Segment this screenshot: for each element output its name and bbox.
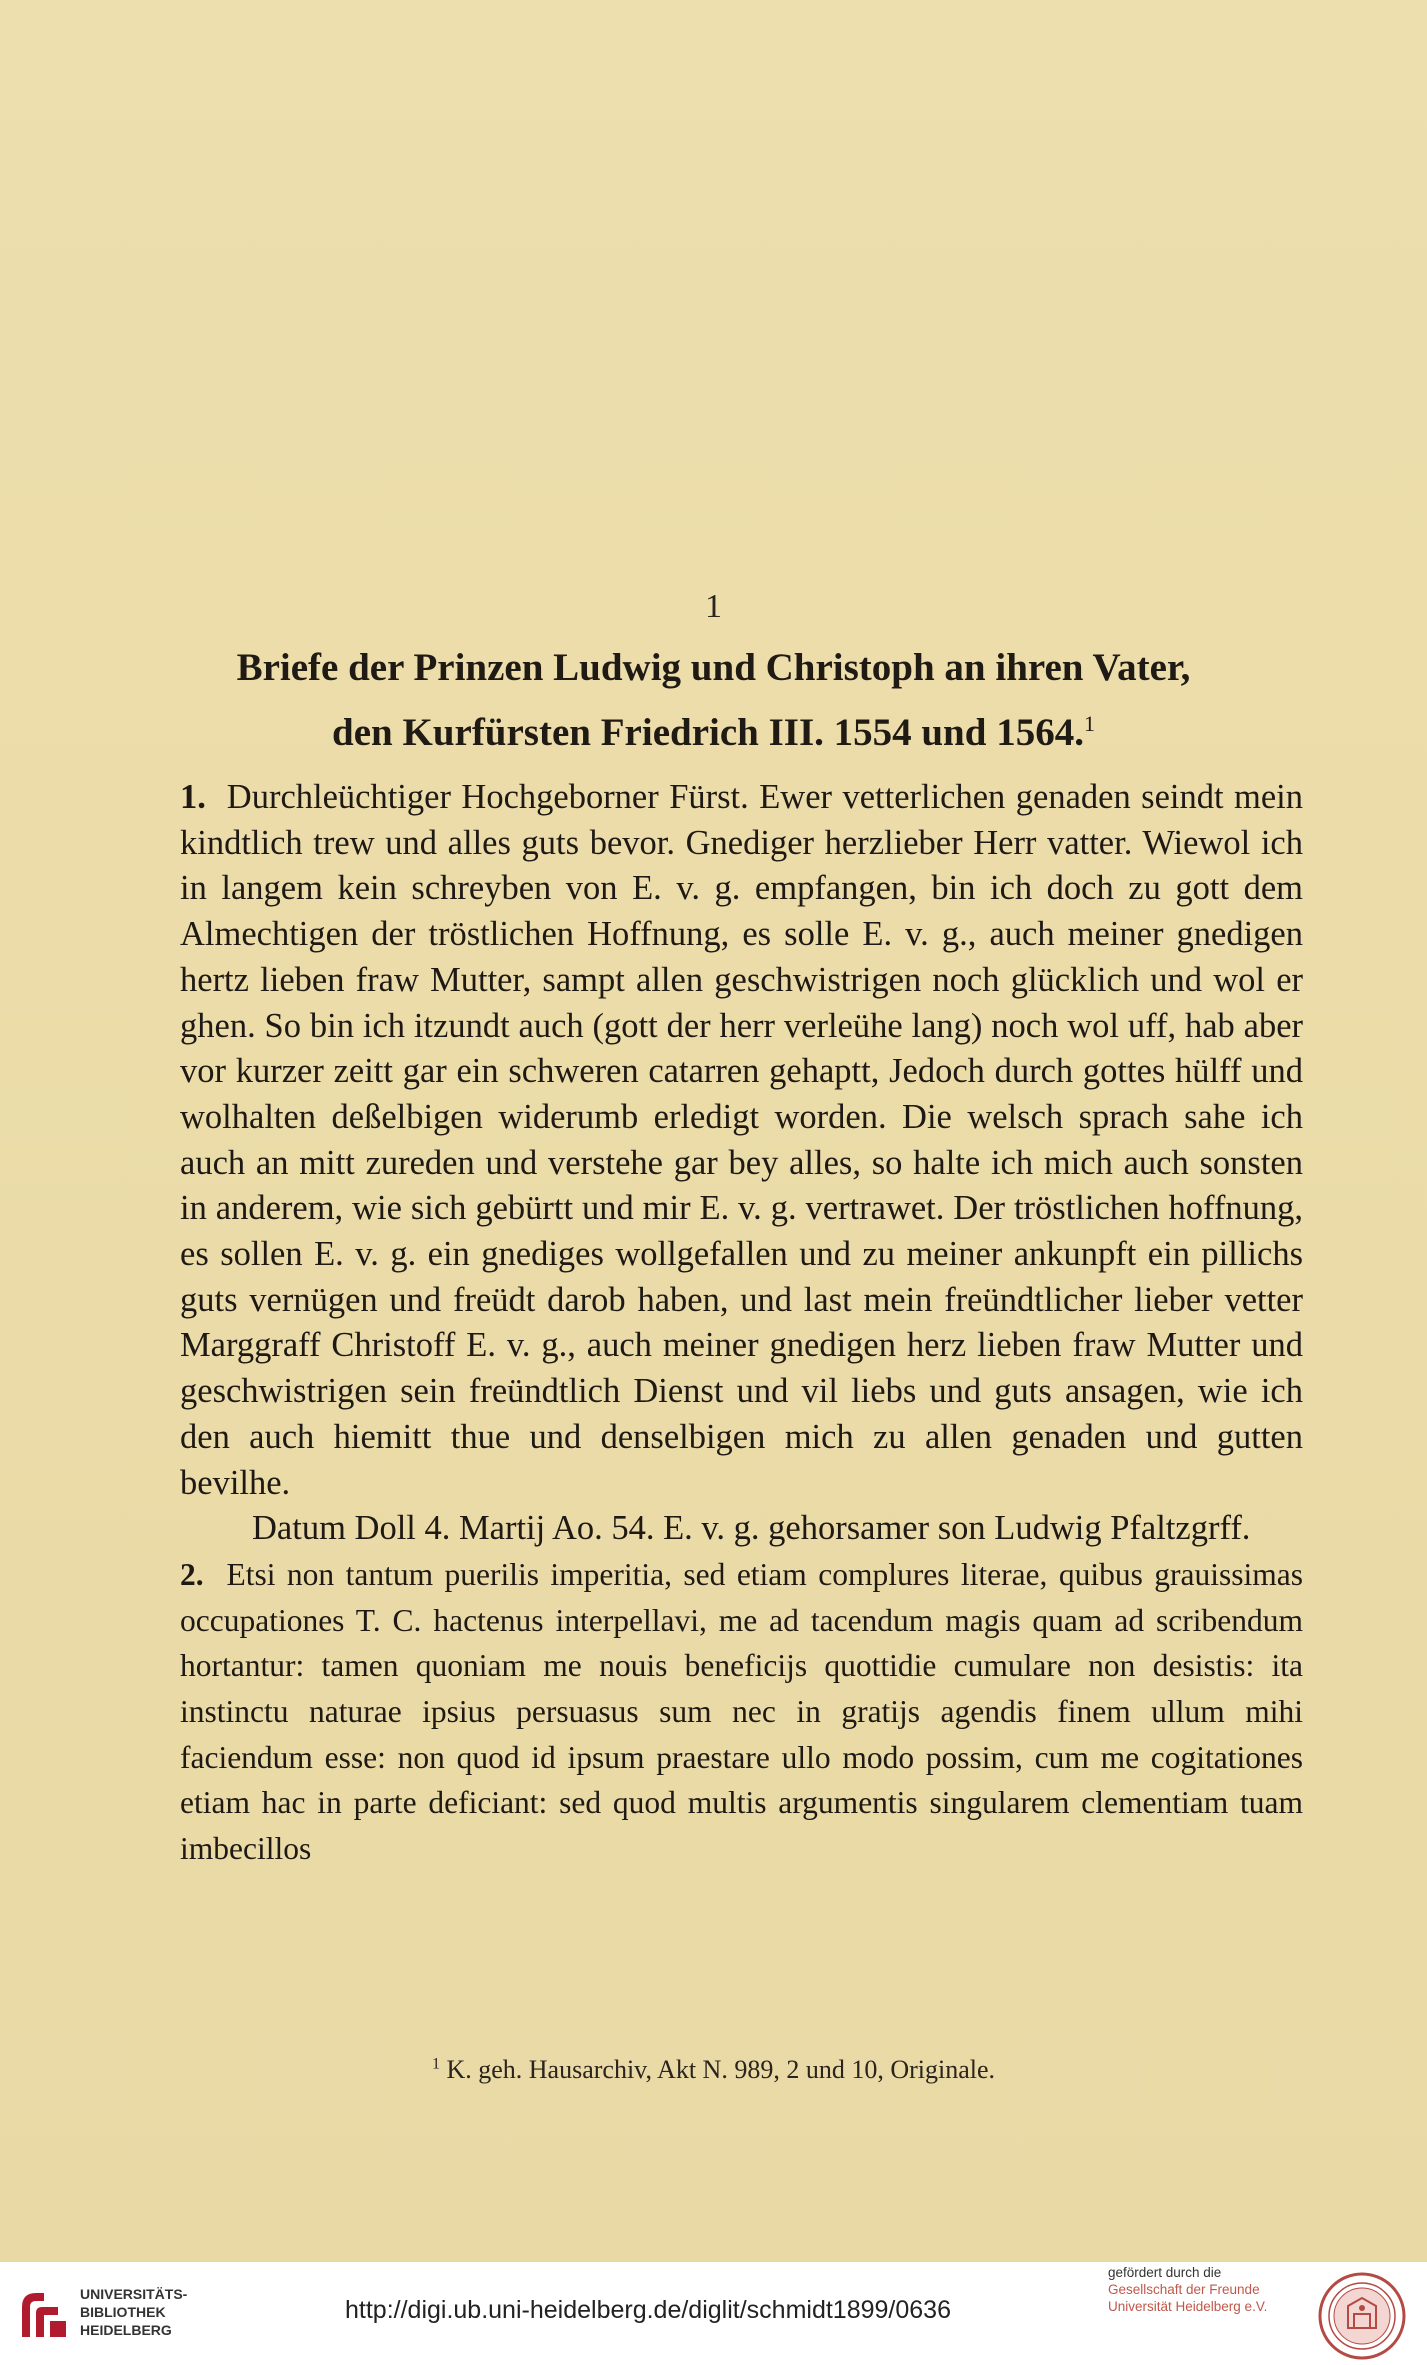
- university-seal-icon: [1318, 2272, 1406, 2360]
- letter-1-closing: Datum Doll 4. Martij Ao. 54. E. v. g. gehorsamer son Ludwig Pfaltzgrff.: [252, 1509, 1251, 1548]
- footnote-text: K. geh. Hausarchiv, Akt N. 989, 2 und 10, Originale.: [446, 2055, 996, 2084]
- page-number: 1: [705, 588, 722, 625]
- library-logo-icon: [14, 2285, 74, 2345]
- letter-body: [180, 775, 1303, 1872]
- sponsor-line-1: gefördert durch die: [1108, 2265, 1222, 2280]
- permalink-url[interactable]: http://digi.ub.uni-heidelberg.de/diglit/schmidt1899/0636: [345, 2296, 951, 2324]
- footnote-mark: 1: [431, 2055, 440, 2073]
- title-line-2-text: den Kurfürsten Friedrich III. 1554 und 1564.: [332, 711, 1084, 754]
- library-name-line-1: UNIVERSITÄTS-: [80, 2286, 188, 2302]
- sponsor-line-2: Gesellschaft der Freunde: [1108, 2282, 1260, 2297]
- letter-2-number: 2.: [180, 1556, 204, 1592]
- letter-1-number: 1.: [180, 778, 206, 816]
- letter-2-paragraph: [180, 1552, 1303, 1872]
- title-line-2: [130, 696, 1297, 761]
- library-name-line-3: HEIDELBERG: [80, 2322, 172, 2338]
- footnote: [0, 2055, 1427, 2085]
- library-name-line-2: BIBLIOTHEK: [80, 2304, 166, 2320]
- page-title: [130, 640, 1297, 761]
- sponsor-line-3: Universität Heidelberg e.V.: [1108, 2299, 1268, 2314]
- letter-2-text: Etsi non tantum puerilis imperitia, sed etiam complures literae, quibus grauissimas occupationes T. C. hactenus interpellavi, me ad tacendum magis quam ad scribendum hortantur: tamen quoniam me nouis beneficijs quottidie cumulare non desistis: ita instinctu naturae ipsius persuasus sum nec in gratijs agendis finem ullum mihi faciendum esse: non quod id ipsum praestare ullo modo possim, cum me cogitationes etiam hac in parte deficiant: sed quod multis argumentis singularem clementiam tuam imbecillos: [180, 1556, 1304, 1867]
- library-name: [80, 2285, 187, 2339]
- title-line-1: Briefe der Prinzen Ludwig und Christoph an ihren Vater,: [236, 646, 1191, 689]
- letter-1-paragraph: [180, 775, 1303, 1506]
- letter-1-text: Durchleüchtiger Hochgeborner Fürst. Ewer vetterlichen genaden seindt mein kindtlich trew und alles guts bevor. Gnediger herzlieber Herr vatter. Wiewol ich in langem kein schreyben von E. v. g. empfangen, bin ich doch zu gott dem Almechtigen der tröstlichen Hoffnung, es solle E. v. g., auch meiner gnedigen hertz lieben fraw Mutter, sampt allen geschwistrigen noch glücklich und wol er ghen. So bin ich itzundt auch (gott der herr verleühe lang) noch wol uff, hab aber vor kurzer zeitt gar ein schweren catarren gehaptt, Jedoch durch gottes hülff und wolhalten deßelbigen widerumb erledigt worden. Die welsch sprach sahe ich auch an mitt zureden und verstehe gar bey alles, so halte ich mich auch sonsten in anderem, wie sich gebürtt und mir E. v. g. vertrawet. Der tröstlichen hoffnung, es sollen E. v. g. ein gnediges wollgefallen und zu meiner ankunpft ein pillichs guts vernügen und freüdt darob haben, und last mein freündtlicher lieber vetter Marggraff Christoff E. v. g., auch meiner gnedigen herz lieben fraw Mutter und geschwistrigen sein freündtlich Dienst und vil liebs und guts ansagen, wie ich den auch hiemitt thue und denselbigen mich zu allen genaden und gutten bevilhe.: [180, 778, 1303, 1502]
- title-footnote-mark: 1: [1083, 711, 1095, 736]
- sponsor-note: [1108, 2264, 1308, 2315]
